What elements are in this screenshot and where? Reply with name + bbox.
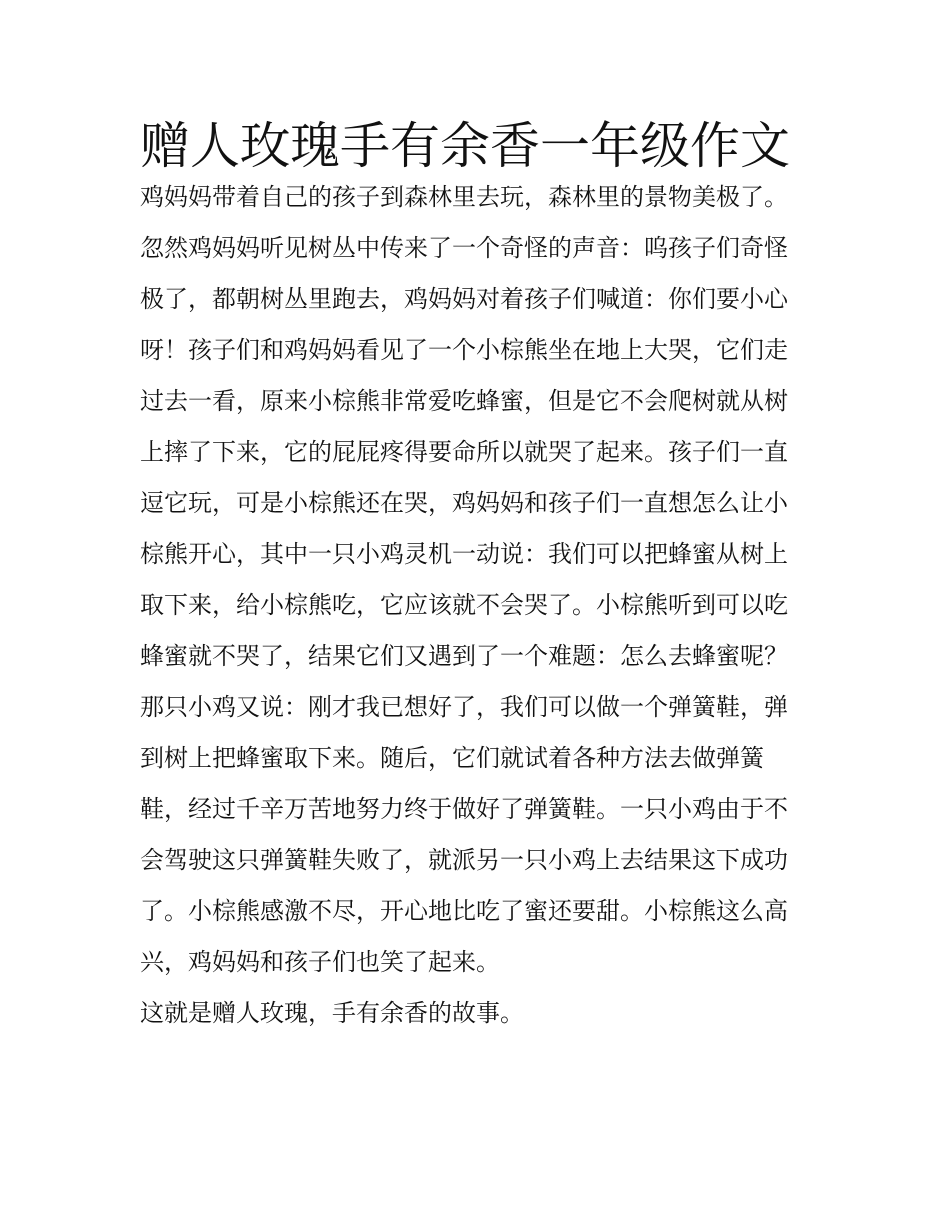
paragraph-line: 忽然鸡妈妈听见树丛中传来了一个奇怪的声音：呜孩子们奇怪 [140, 234, 788, 262]
essay-body [140, 172, 830, 1039]
paragraph-line: 极了，都朝树丛里跑去，鸡妈妈对着孩子们喊道：你们要小心 [140, 285, 788, 313]
paragraph-line: 到树上把蜂蜜取下来。随后，它们就试着各种方法去做弹簧 [140, 744, 764, 772]
paragraph-line: 棕熊开心，其中一只小鸡灵机一动说：我们可以把蜂蜜从树上 [140, 540, 788, 568]
paragraph-line: 过去一看，原来小棕熊非常爱吃蜂蜜，但是它不会爬树就从树 [140, 387, 788, 415]
paragraph-line: 鞋，经过千辛万苦地努力终于做好了弹簧鞋。一只小鸡由于不 [140, 795, 788, 823]
paragraph-line: 了。小棕熊感激不尽，开心地比吃了蜜还要甜。小棕熊这么高 [140, 897, 788, 925]
paragraph-line: 逗它玩，可是小棕熊还在哭，鸡妈妈和孩子们一直想怎么让小 [140, 489, 788, 517]
paragraph-line: 会驾驶这只弹簧鞋失败了，就派另一只小鸡上去结果这下成功 [140, 846, 788, 874]
paragraph-line: 呀！孩子们和鸡妈妈看见了一个小棕熊坐在地上大哭，它们走 [140, 336, 788, 364]
paragraph-line: 兴，鸡妈妈和孩子们也笑了起来。 [140, 948, 500, 976]
page-title: 赠人玫瑰手有余香一年级作文 [140, 117, 790, 175]
paragraph-line: 蜂蜜就不哭了，结果它们又遇到了一个难题：怎么去蜂蜜呢？ [140, 642, 788, 670]
paragraph-line: 上摔了下来，它的屁屁疼得要命所以就哭了起来。孩子们一直 [140, 438, 788, 466]
closing-paragraph: 这就是赠人玫瑰，手有余香的故事。 [140, 999, 524, 1027]
paragraph-line: 那只小鸡又说：刚才我已想好了，我们可以做一个弹簧鞋，弹 [140, 693, 788, 721]
paragraph-line: 取下来，给小棕熊吃，它应该就不会哭了。小棕熊听到可以吃 [140, 591, 788, 619]
paragraph-line: 鸡妈妈带着自己的孩子到森林里去玩，森林里的景物美极了。 [140, 183, 788, 211]
